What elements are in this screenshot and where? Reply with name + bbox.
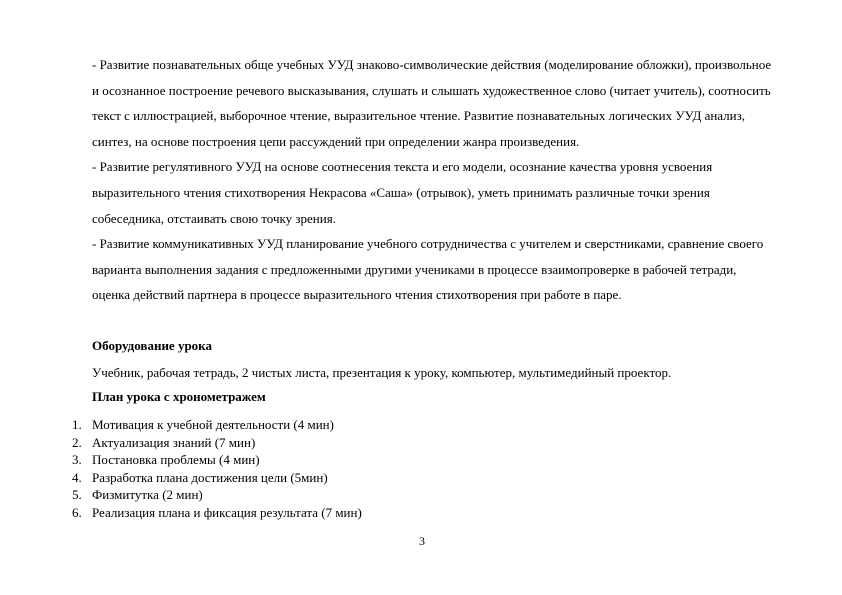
list-item: [72, 451, 362, 469]
list-item-text: Мотивация к учебной деятельности (4 мин): [92, 417, 334, 432]
list-item-number: 5.: [72, 487, 82, 503]
paragraph-communicative: - Развитие коммуникативных УУД планирование учебного сотрудничества с учителем и сверстниками, сравнение своего варианта выполнения задания с предложенными другими учениками в процессе взаимопроверке в рабочей тетради, оценка действий партнера в процессе выразительного чтения стихотворения при работе в паре.: [92, 236, 764, 303]
list-item-number: 1.: [72, 417, 82, 432]
list-item: [72, 486, 362, 504]
list-item-text: Постановка проблемы (4 мин): [92, 452, 260, 468]
equipment-heading: Оборудование урока: [92, 338, 212, 353]
list-item: [72, 416, 362, 434]
list-item-number: 3.: [72, 452, 82, 468]
equipment-text: Учебник, рабочая тетрадь, 2 чистых листа, презентация к уроку, компьютер, мультимедийный проектор.: [92, 365, 672, 380]
list-item-number: 4.: [72, 469, 82, 485]
list-item-number: 6.: [72, 504, 82, 520]
page-number: 3: [419, 534, 425, 548]
list-item-text: Актуализация знаний (7 мин): [92, 434, 256, 450]
body-text: [92, 52, 772, 308]
plan-list: [72, 416, 362, 522]
list-item-text: Реализация плана и фиксация результата (7 мин): [92, 504, 362, 520]
plan-heading: План урока с хронометражем: [92, 389, 266, 404]
paragraph-cognitive: - Развитие познавательных обще учебных УУД знаково-символические действия (моделирование обложки), произвольное и осознанное построение речевого высказывания, слушать и слышать художественное слово (читает учитель), соотносить текст с иллюстрацией, выборочное чтение, выразительное чтение. Развитие познавательных логических УУД анализ, синтез, на основе построения цепи рассуждений при определении жанра произведения.: [92, 57, 772, 149]
list-item: [72, 504, 362, 522]
list-item: [72, 469, 362, 487]
list-item-number: 2.: [72, 434, 82, 450]
list-item: [72, 434, 362, 452]
paragraph-regulatory: - Развитие регулятивного УУД на основе соотнесения текста и его модели, осознание качества уровня усвоения выразительного чтения стихотворения Некрасова «Саша» (отрывок), уметь принимать различные точки зрения собеседника, отстаивать свою точку зрения.: [92, 159, 713, 226]
list-item-text: Физмитутка (2 мин): [92, 487, 203, 503]
list-item-text: Разработка плана достижения цели (5мин): [92, 469, 328, 485]
